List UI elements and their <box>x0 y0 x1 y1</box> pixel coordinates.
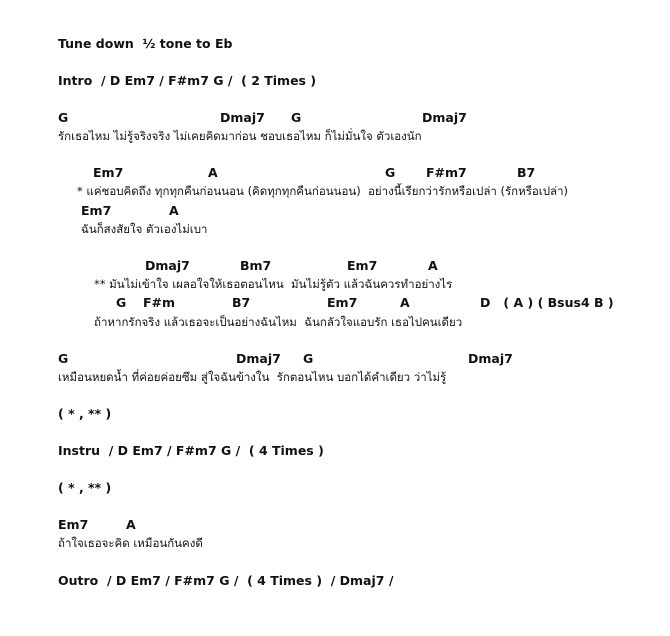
lyric-line: รักเธอไหม ไม่รู้จริงจริง ไม่เคยคิดมาก่อน ชอบเธอไหม ก็ไม่มั่นใจ ตัวเองนัก <box>58 129 422 143</box>
chord: F#m7 <box>426 165 467 180</box>
chord: G <box>291 110 302 125</box>
chord: Dmaj7 <box>220 110 265 125</box>
chord: G <box>385 165 396 180</box>
lyric-line: ฉันก็สงสัยใจ ตัวเองไม่เบา <box>81 222 208 236</box>
chord: D ( A ) ( Bsus4 B ) <box>480 295 614 310</box>
lyric-line: ** มันไม่เข้าใจ เผลอใจให้เธอตอนไหน มันไม่รู้ตัว แล้วฉันควรทำอย่างไร <box>94 277 453 291</box>
chord: Dmaj7 <box>468 351 513 366</box>
lyric-line: ถ้าหากรักจริง แล้วเธอจะเป็นอย่างฉันไหม ฉันกลัวใจแอบรัก เธอไปคนเดียว <box>94 315 463 329</box>
chord: G <box>303 351 314 366</box>
chord: Em7 <box>81 203 112 218</box>
tuning-note: Tune down ½ tone to Eb <box>58 36 233 51</box>
lyric-line: เหมือนหยดน้ำ ที่ค่อยค่อยซึม สู่ใจฉันข้างใน รักตอนไหน บอกได้คำเดียว ว่าไม่รู้ <box>58 370 447 384</box>
chord: A <box>400 295 410 310</box>
chord: Bm7 <box>240 258 272 273</box>
chord: Em7 <box>93 165 124 180</box>
instru-line: Instru / D Em7 / F#m7 G / ( 4 Times ) <box>58 443 324 458</box>
outro-line: Outro / D Em7 / F#m7 G / ( 4 Times ) / Dmaj7 / <box>58 573 394 588</box>
chord: G <box>58 110 69 125</box>
chord: B7 <box>232 295 251 310</box>
chord: Em7 <box>58 517 89 532</box>
chord: A <box>208 165 218 180</box>
chord: G <box>58 351 69 366</box>
chord: Dmaj7 <box>422 110 467 125</box>
chord: Em7 <box>347 258 378 273</box>
chord: A <box>428 258 438 273</box>
chord: A <box>169 203 179 218</box>
chord: Dmaj7 <box>145 258 190 273</box>
intro-line: Intro / D Em7 / F#m7 G / ( 2 Times ) <box>58 73 317 88</box>
lyric-line: ถ้าใจเธอจะคิด เหมือนกันคงดี <box>58 536 203 550</box>
chord: Em7 <box>327 295 358 310</box>
chord: A <box>126 517 136 532</box>
chord: G <box>116 295 127 310</box>
chord: Dmaj7 <box>236 351 281 366</box>
chord: B7 <box>517 165 536 180</box>
lyric-line: * แค่ชอบคิดถึง ทุกทุกคืนก่อนนอน (คิดทุกทุกคืนก่อนนอน) อย่างนี้เรียกว่ารักหรือเปล่า (รักหรือเปล่า) <box>77 184 569 198</box>
chord: F#m <box>143 295 176 310</box>
repeat-marker: ( * , ** ) <box>58 406 112 421</box>
repeat-marker: ( * , ** ) <box>58 480 112 495</box>
